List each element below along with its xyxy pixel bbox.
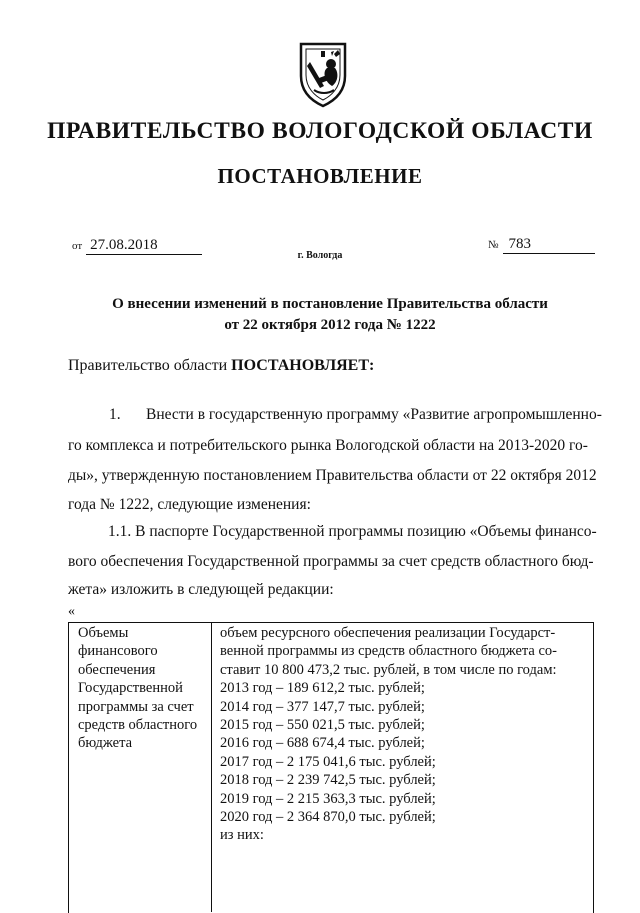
table-column-divider <box>211 622 212 912</box>
cell-line: объем ресурсного обеспечения реализации Государст- <box>220 625 556 641</box>
cell-line: 2019 год – 2 215 363,3 тыс. рублей; <box>220 790 436 807</box>
subject-line: от 22 октября 2012 года № 1222 <box>224 317 436 333</box>
table-cell-label <box>78 624 197 753</box>
cell-line: обеспечения <box>78 661 156 678</box>
vologda-coat-of-arms-icon <box>298 42 348 108</box>
paragraph-line: Внести в государственную программу «Развитие агропромышленно- <box>146 406 602 423</box>
cell-line: Государственной <box>78 680 183 697</box>
cell-line: бюджета <box>78 735 133 752</box>
document-date: 27.08.2018 <box>86 237 202 255</box>
paragraph-number: 1. <box>109 406 121 423</box>
cell-line: ставит 10 800 473,2 тыс. рублей, в том числе по годам: <box>220 661 557 678</box>
document-number: 783 <box>503 236 595 254</box>
cell-line: из них: <box>220 827 264 844</box>
paragraph-line: вого обеспечения Государственной программы за счет средств областного бюд- <box>68 553 594 570</box>
intro-text: Правительство области <box>68 357 232 374</box>
cell-line: 2013 год – 189 612,2 тыс. рублей; <box>220 680 425 697</box>
intro-line <box>68 357 374 375</box>
paragraph-line: года № 1222, следующие изменения: <box>68 496 311 513</box>
number-prefix: № <box>488 239 499 251</box>
date-prefix: от <box>72 240 83 252</box>
paragraph-line: 1.1. В паспорте Государственной программы позицию «Объемы финансо- <box>108 523 597 540</box>
cell-line: 2020 год – 2 364 870,0 тыс. рублей; <box>220 809 436 826</box>
cell-line: финансового <box>78 643 158 660</box>
quote-mark: « <box>68 604 75 619</box>
document-type: ПОСТАНОВЛЕНИЕ <box>217 164 423 188</box>
cell-line: 2015 год – 550 021,5 тыс. рублей; <box>220 717 425 734</box>
cell-line: Объемы <box>78 625 129 641</box>
cell-line: 2016 год – 688 674,4 тыс. рублей; <box>220 735 425 752</box>
paragraph-line: го комплекса и потребительского рынка Вологодской области на 2013-2020 го- <box>68 437 588 454</box>
cell-line: 2014 год – 377 147,7 тыс. рублей; <box>220 698 425 715</box>
city-label: г. Вологда <box>297 250 343 261</box>
cell-line: 2018 год – 2 239 742,5 тыс. рублей; <box>220 772 436 789</box>
organization-title: ПРАВИТЕЛЬСТВО ВОЛОГОДСКОЙ ОБЛАСТИ <box>47 118 593 144</box>
cell-line: программы за счет <box>78 698 194 715</box>
paragraph-line: жета» изложить в следующей редакции: <box>68 581 334 598</box>
paragraph-line: ды», утвержденную постановлением Правительства области от 22 октября 2012 <box>68 467 597 484</box>
table-cell-value <box>220 624 557 845</box>
cell-line: венной программы из средств областного бюджета со- <box>220 643 558 660</box>
intro-decree-word: ПОСТАНОВЛЯЕТ: <box>231 357 375 374</box>
document-subject <box>40 294 620 336</box>
subject-line: О внесении изменений в постановление Правительства области <box>112 296 548 312</box>
cell-line: средств областного <box>78 717 198 734</box>
cell-line: 2017 год – 2 175 041,6 тыс. рублей; <box>220 753 436 770</box>
